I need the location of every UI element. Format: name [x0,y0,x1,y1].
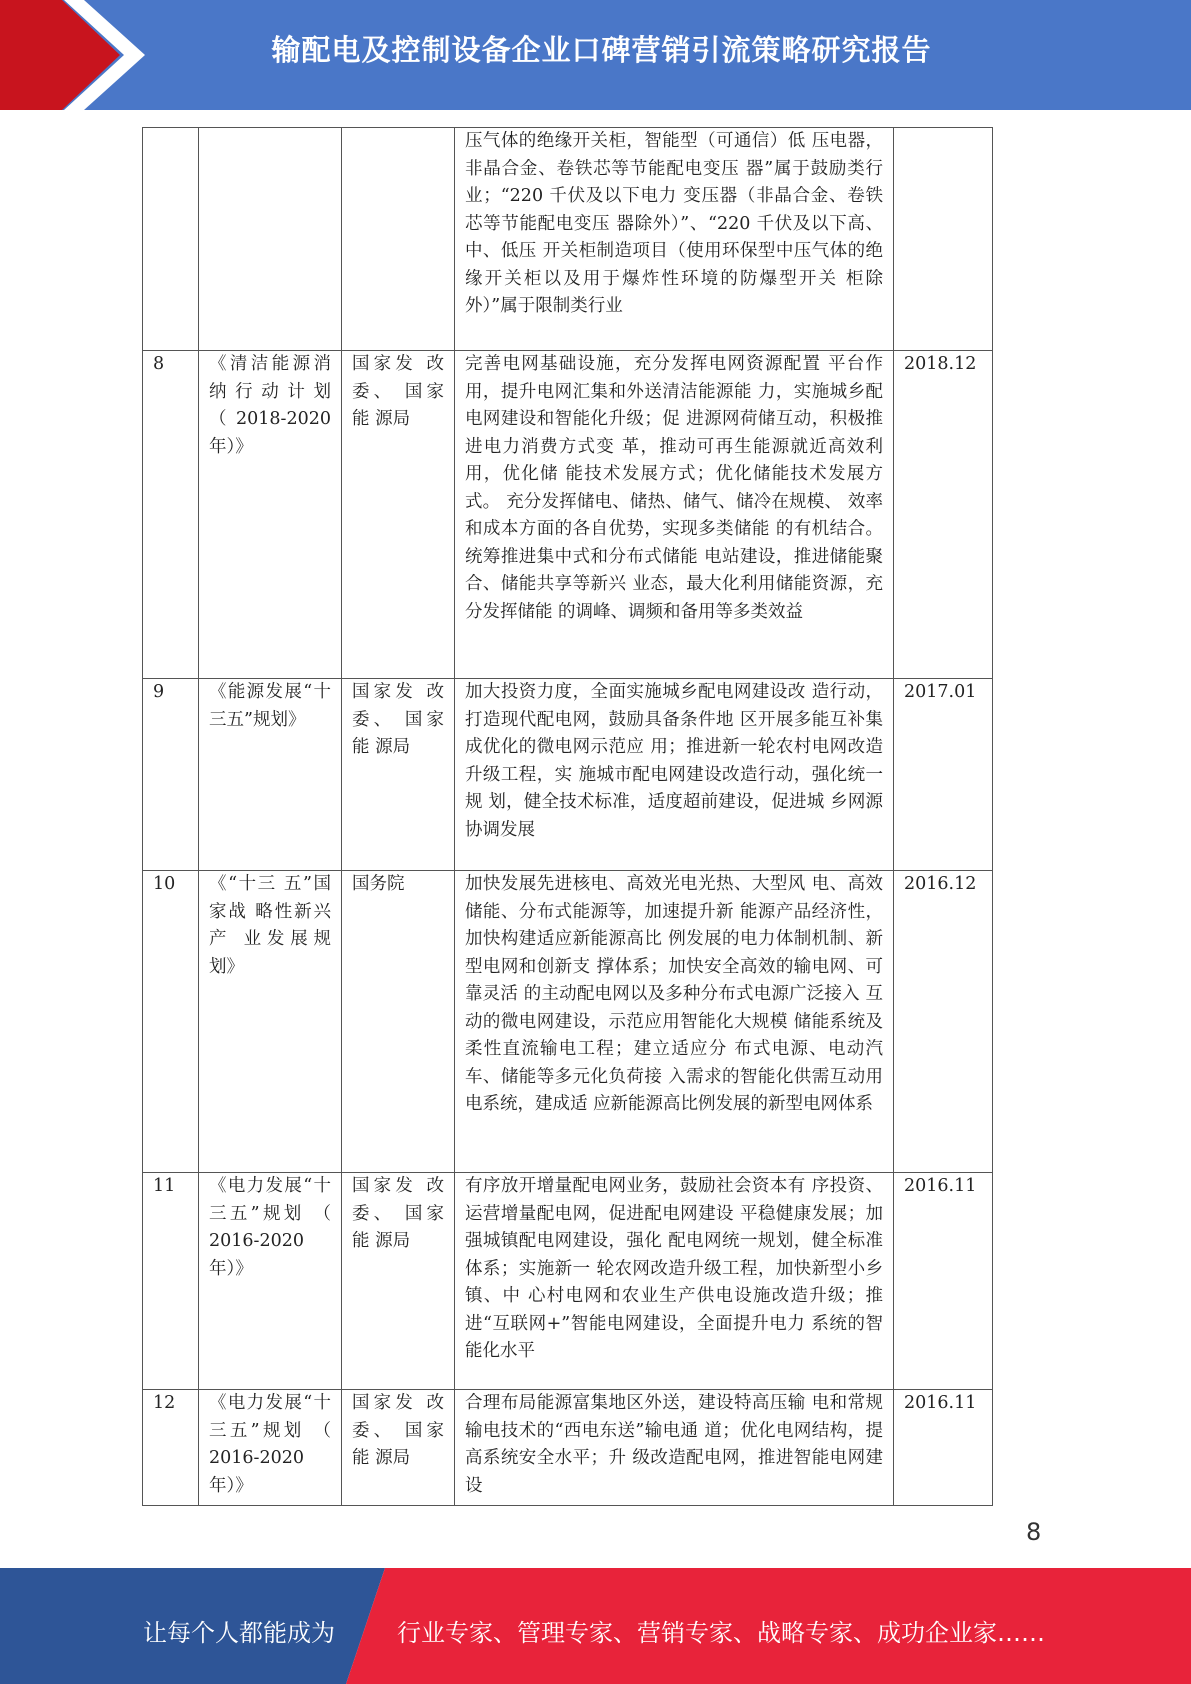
issue-date [894,128,993,351]
table-row [143,351,993,679]
issuing-agency [342,128,455,351]
issue-date: 2018.12 [894,351,993,679]
issue-date: 2016.11 [894,1173,993,1390]
policy-content: 有序放开增量配电网业务，鼓励社会资本有 序投资、运营增量配电网，促进配电网建设 平稳健康发展；加强城镇配电网建设，强化 配电网统一规划，健全标准体系；实施新一 轮农网改造升级工程，加快新型小乡镇、中 心村电网和农业生产供电设施改造升级；推 进“互联网+”智能电网建设，全面提升电力 系统的智能化水平 [455,1173,894,1390]
policy-content: 加大投资力度，全面实施城乡配电网建设改 造行动，打造现代配电网，鼓励具备条件地 区开展多能互补集成优化的微电网示范应 用；推进新一轮农村电网改造升级工程，实 施城市配电网建设改造行动，强化统一规 划，健全技术标准，适度超前建设，促进城 乡网源协调发展 [455,679,894,871]
table-row [143,679,993,871]
issue-date: 2016.12 [894,871,993,1173]
policy-name: 《电力发展“十三五”规划 （ 2016-2020 年）》 [199,1390,342,1506]
issuing-agency: 国家发 改委、 国家能 源局 [342,679,455,871]
page-header [0,0,1191,110]
table-row [143,1173,993,1390]
issuing-agency: 国家发 改委、 国家能 源局 [342,351,455,679]
policy-content: 压气体的绝缘开关柜，智能型（可通信）低 压电器，非晶合金、卷铁芯等节能配电变压 器”属于鼓励类行业；“220 千伏及以下电力 变压器（非晶合金、卷铁芯等节能配电变压 器除外）”、“220 千伏及以下高、中、低压 开关柜制造项目（使用环保型中压气体的绝 缘开关柜以及用于爆炸性环境的防爆型开关 柜除外）”属于限制类行业 [455,128,894,351]
issue-date: 2017.01 [894,679,993,871]
issuing-agency: 国家发 改委、 国家能 源局 [342,1390,455,1506]
issuing-agency: 国务院 [342,871,455,1173]
row-number: 10 [143,871,199,1173]
policy-name: 《能源发展“十三五”规划》 [199,679,342,871]
policy-content: 加快发展先进核电、高效光电光热、大型风 电、高效储能、分布式能源等，加速提升新 能源产品经济性，加快构建适应新能源高比 例发展的电力体制机制、新型电网和创新支 撑体系；加快安全高效的输电网、可靠灵活 的主动配电网以及多种分布式电源广泛接入 互动的微电网建设，示范应用智能化大规模 储能系统及柔性直流输电工程；建立适应分 布式电源、电动汽车、储能等多元化负荷接 入需求的智能化供需互动用电系统，建成适 应新能源高比例发展的新型电网体系 [455,871,894,1173]
policy-name [199,128,342,351]
issuing-agency: 国家发 改委、 国家能 源局 [342,1173,455,1390]
table-row [143,1390,993,1506]
policy-name: 《“十三 五”国家战 略性新兴产 业发展规 划》 [199,871,342,1173]
row-number: 12 [143,1390,199,1506]
footer-slogan-right: 行业专家、管理专家、营销专家、战略专家、成功企业家…… [397,1619,1045,1647]
footer-slogan-left: 让每个人都能成为 [143,1619,335,1647]
table-row [143,128,993,351]
policy-table [142,127,993,1506]
page-footer [0,1568,1191,1684]
policy-name: 《清洁能源消纳行动计划 （2018-2020 年）》 [199,351,342,679]
row-number [143,128,199,351]
policy-name: 《电力发展“十三五”规划 （ 2016-2020 年）》 [199,1173,342,1390]
page-number: 8 [1026,1518,1042,1546]
policy-content: 合理布局能源富集地区外送，建设特高压输 电和常规输电技术的“西电东送”输电通 道；优化电网结构，提高系统安全水平；升 级改造配电网，推进智能电网建设 [455,1390,894,1506]
row-number: 8 [143,351,199,679]
row-number: 11 [143,1173,199,1390]
row-number: 9 [143,679,199,871]
issue-date: 2016.11 [894,1390,993,1506]
policy-content: 完善电网基础设施，充分发挥电网资源配置 平台作用，提升电网汇集和外送清洁能源能 力，实施城乡配电网建设和智能化升级；促 进源网荷储互动，积极推进电力消费方式变 革，推动可再生能源就近高效利用，优化储 能技术发展方式；优化储能技术发展方式。 充分发挥储电、储热、储气、储冷在规模、 效率和成本方面的各自优势，实现多类储能 的有机结合。统筹推进集中式和分布式储能 电站建设，推进储能聚合、储能共享等新兴 业态，最大化利用储能资源，充分发挥储能 的调峰、调频和备用等多类效益 [455,351,894,679]
table-row [143,871,993,1173]
report-title: 输配电及控制设备企业口碑营销引流策略研究报告 [271,33,932,67]
